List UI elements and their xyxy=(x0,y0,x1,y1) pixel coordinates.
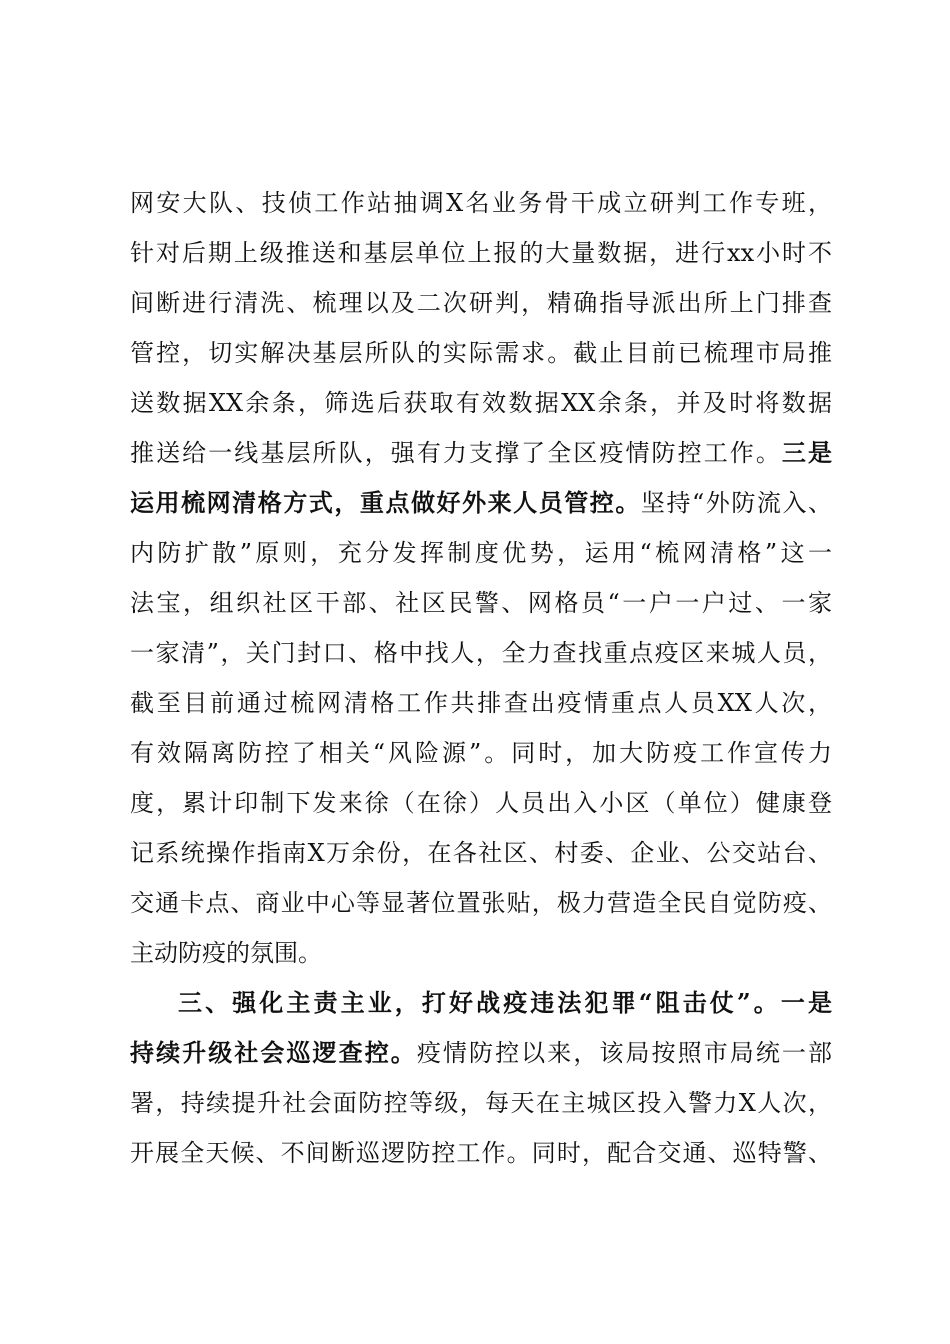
section-heading-line xyxy=(130,978,832,1028)
text-line xyxy=(130,1078,832,1128)
text-line xyxy=(130,528,832,578)
text-line xyxy=(130,578,832,628)
subpoint-title: 运用梳网清格方式，重点做好外来人员管控。 xyxy=(130,488,641,517)
text-segment: 网安大队、技侦工作站抽调X名业务骨干成立研判工作专班， xyxy=(130,189,832,217)
section-heading: 三、强化主责主业，打好战疫违法犯罪“阻击仗”。一是 xyxy=(178,988,832,1017)
text-segment: 署，持续提升社会面防控等级，每天在主城区投入警力X人次， xyxy=(130,1089,832,1117)
text-segment: 交通卡点、商业中心等显著位置张贴，极力营造全民自觉防疫、 xyxy=(130,889,832,917)
text-line xyxy=(130,278,832,328)
paragraph-2 xyxy=(130,978,832,1178)
text-segment: 针对后期上级推送和基层单位上报的大量数据，进行xx小时不 xyxy=(130,239,832,267)
text-line xyxy=(130,728,832,778)
document-body xyxy=(130,178,832,1178)
text-segment: 内防扩散”原则，充分发挥制度优势，运用“梳网清格”这一 xyxy=(130,539,832,567)
text-line xyxy=(130,628,832,678)
text-segment: 有效隔离防控了相关“风险源”。同时，加大防疫工作宣传力 xyxy=(130,739,832,767)
text-segment: 疫情防控以来，该局按照市局统一部 xyxy=(416,1039,832,1067)
subpoint-title: 持续升级社会巡逻查控。 xyxy=(130,1038,417,1067)
text-line xyxy=(130,378,832,428)
text-line xyxy=(130,328,832,378)
text-segment: 推送给一线基层所队，强有力支撑了全区疫情防控工作。 xyxy=(130,439,782,467)
text-line xyxy=(130,928,832,978)
text-segment: 主动防疫的氛围。 xyxy=(130,939,322,967)
text-line xyxy=(130,428,832,478)
text-segment: 截至目前通过梳网清格工作共排查出疫情重点人员XX人次， xyxy=(130,689,832,717)
text-segment: 记系统操作指南X万余份，在各社区、村委、企业、公交站台、 xyxy=(130,839,832,867)
text-line xyxy=(130,778,832,828)
text-segment: 送数据XX余条，筛选后获取有效数据XX余条，并及时将数据 xyxy=(130,389,832,417)
text-line xyxy=(130,828,832,878)
text-line xyxy=(130,1128,832,1178)
text-segment: 度，累计印制下发来徐（在徐）人员出入小区（单位）健康登 xyxy=(130,789,832,817)
text-line xyxy=(130,678,832,728)
paragraph-1 xyxy=(130,178,832,978)
text-segment: 管控，切实解决基层所队的实际需求。截止目前已梳理市局推 xyxy=(130,339,832,367)
text-segment: 法宝，组织社区干部、社区民警、网格员“一户一户过、一家 xyxy=(130,589,832,617)
text-line xyxy=(130,1028,832,1078)
subpoint-marker: 三是 xyxy=(781,438,832,467)
text-segment: 间断进行清洗、梳理以及二次研判，精确指导派出所上门排查 xyxy=(130,289,832,317)
text-line xyxy=(130,478,832,528)
text-segment: 一家清”，关门封口、格中找人，全力查找重点疫区来城人员， xyxy=(130,639,832,667)
text-segment: 坚持“外防流入、 xyxy=(640,489,832,517)
text-line xyxy=(130,878,832,928)
text-segment: 开展全天候、不间断巡逻防控工作。同时，配合交通、巡特警、 xyxy=(130,1139,832,1167)
text-line xyxy=(130,228,832,278)
text-line xyxy=(130,178,832,228)
